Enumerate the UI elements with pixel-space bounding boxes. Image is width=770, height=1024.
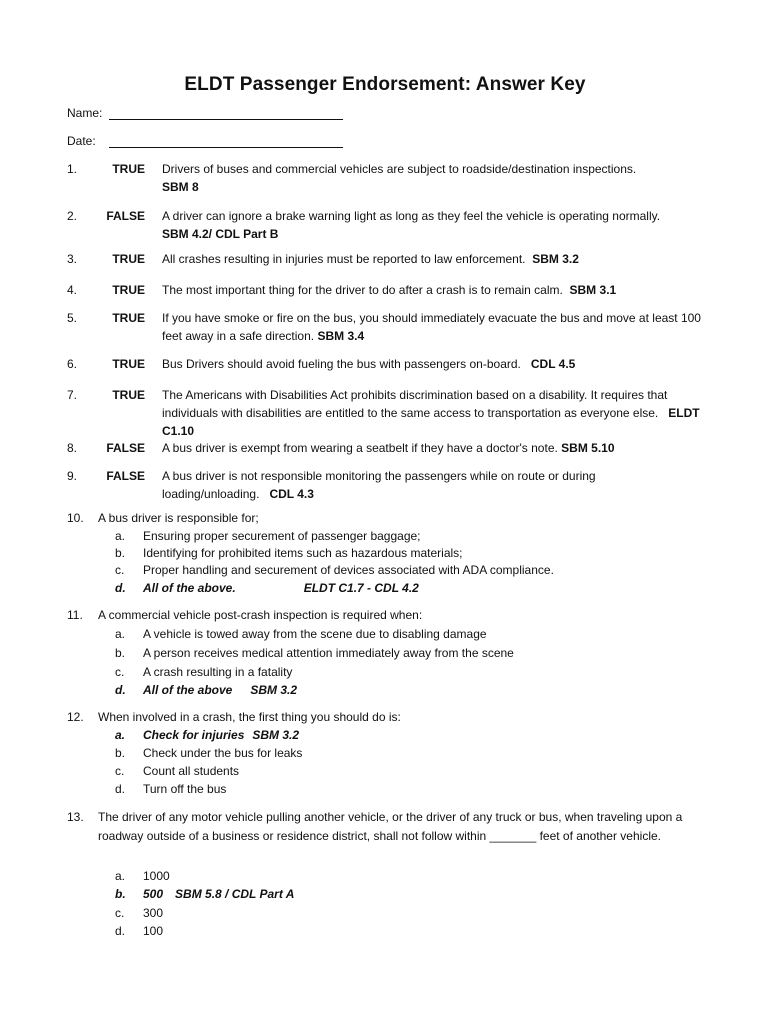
question-number: 8. [67, 441, 78, 455]
name-field [67, 106, 109, 120]
question-text: A driver can ignore a brake warning light as long as they feel the vehicle is operating normally. SBM 4.2/ CDL Part B [162, 209, 661, 241]
question-answer: TRUE [112, 283, 145, 297]
question-stem: A bus driver is responsible for; [98, 511, 259, 525]
question-answer: FALSE [106, 441, 145, 455]
answer-key-page: ELDT Passenger Endorsement: Answer Key Name: Date: 1. TRUE Drivers of buses and commercial vehicles are subject to roadside/destination inspections. SBM 8 2. FALSE A driver can ignore a brake warning light as long as they feel the vehicle is operating normally. SBM 4.2/ CDL Part B 3. TRUE All crashes resulting in injuries must be reported to law enforcement. SBM 3.2 4. TRUE The most important thing for the driver to do after a crash is to remain calm. SBM 3.1 5. TRUE If you have smoke or fire on the bus, you should immediately evacuate the bus and move at least 100 feet away in a safe direction. SBM 3.4 6. TRUE Bus Drivers should avoid fueling the bus with passengers on-board. CDL 4.5 7. TRUE The Americans with Disabilities Act prohibits discrimination based on a disability. It requires that individuals with disabilities are entitled to the same access to transportation as everyone else. ELDT C1.10 8. FALSE A bus driver is exempt from wearing a seatbelt if they have a doctor's note. SBM 5.10 9. FALSE A bus driver is not responsible monitoring the passengers while on route or during loading/unloading. CDL 4.3 10. A bus driver is responsible for; a. Ensuring proper securement of passenger baggage; b. Identifying for prohibited items such as hazardous materials; c. Proper handling and securement of devices associated with ADA compliance. d. All of the above. ELDT C1.7 - CDL 4.2 11. A commercial vehicle post-crash inspection is required when: a. A vehicle is towed away from the scene due to disabling damage b. A person receives medical attention immediately away from the scene c. A crash resulting in a fatality d. All of the above SBM 3.2 12. When involved in a crash, the first thing you should do is: a. Check for injuries SBM 3.2 b. Check under the bus for leaks c. Count all students d. Turn off the bus 13. The driver of any motor vehicle pulling another vehicle, or the driver of any truck or bus, when traveling upon a roadway outside of a business or residence district, shall not follow within _______ feet of another vehicle. a. 1000 b. 500 SBM 5.8 / CDL Part A c. 300 d. 100 [0, 0, 770, 1024]
question-answer: TRUE [112, 311, 145, 325]
question-answer: FALSE [106, 209, 145, 223]
question-text: Bus Drivers should avoid fueling the bus with passengers on-board. CDL 4.5 [162, 357, 576, 371]
question-number: 12. [67, 710, 84, 724]
question-reference: CDL 4.3 [269, 487, 314, 501]
question-stem: The driver of any motor vehicle pulling another vehicle, or the driver of any truck or bus, when traveling upon a roadway outside of a business or residence district, shall not follow within _______ feet of another vehicle. [98, 810, 683, 843]
question-number: 13. [67, 810, 84, 824]
question-stem: A commercial vehicle post-crash inspection is required when: [98, 608, 423, 622]
question-reference: SBM 3.2 [532, 252, 579, 266]
question-reference: CDL 4.5 [530, 357, 576, 371]
question-number: 7. [67, 388, 78, 402]
question-text: The most important thing for the driver to do after a crash is to remain calm. SBM 3.1 [162, 283, 617, 297]
question-answer: TRUE [112, 388, 145, 402]
name-blank-line [109, 119, 343, 120]
question-answer: TRUE [112, 252, 145, 266]
question-reference: SBM 4.2/ CDL Part B [162, 227, 279, 241]
question-number: 4. [67, 283, 78, 297]
date-blank-line [109, 147, 343, 148]
option-reference: SBM 5.8 / CDL Part A [175, 887, 295, 901]
question-number: 3. [67, 252, 78, 266]
option-reference: SBM 3.2 [252, 728, 300, 742]
question-number: 2. [67, 209, 78, 223]
question-reference: SBM 3.1 [569, 283, 617, 297]
option-reference: ELDT C1.7 - CDL 4.2 [303, 581, 419, 595]
question-number: 9. [67, 469, 78, 483]
question-text: Drivers of buses and commercial vehicles are subject to roadside/destination inspections. SBM 8 [162, 162, 637, 194]
question-number: 11. [67, 608, 83, 622]
question-stem: When involved in a crash, the first thing you should do is: [98, 710, 401, 724]
page-title: ELDT Passenger Endorsement: Answer Key [184, 74, 586, 95]
date-field [67, 134, 109, 148]
question-text: The Americans with Disabilities Act prohibits discrimination based on a disability. It requires that individuals with disabilities are entitled to the same access to transportation as everyone else. ELDT C1.10 [162, 388, 700, 438]
question-number: 6. [67, 357, 78, 371]
question-text: If you have smoke or fire on the bus, you should immediately evacuate the bus and move at least 100 feet away in a safe direction. SBM 3.4 [162, 311, 701, 343]
question-reference: SBM 5.10 [561, 441, 615, 455]
option-reference: SBM 3.2 [250, 683, 298, 697]
question-text: A bus driver is exempt from wearing a seatbelt if they have a doctor's note. SBM 5.10 [162, 441, 615, 455]
question-reference: SBM 3.4 [317, 329, 365, 343]
question-number: 5. [67, 311, 78, 325]
question-answer: FALSE [106, 469, 145, 483]
question-answer: TRUE [112, 162, 145, 176]
question-reference: ELDT C1.10 [162, 406, 700, 438]
name-label: Name: [67, 106, 103, 120]
question-number: 10. [67, 511, 84, 525]
question-text: A bus driver is not responsible monitoring the passengers while on route or during loading/unloading. CDL 4.3 [162, 469, 596, 501]
question-number: 1. [67, 162, 78, 176]
date-label: Date: [67, 134, 96, 148]
question-answer: TRUE [112, 357, 145, 371]
question-reference: SBM 8 [162, 180, 199, 194]
question-text: All crashes resulting in injuries must be reported to law enforcement. SBM 3.2 [162, 252, 579, 266]
